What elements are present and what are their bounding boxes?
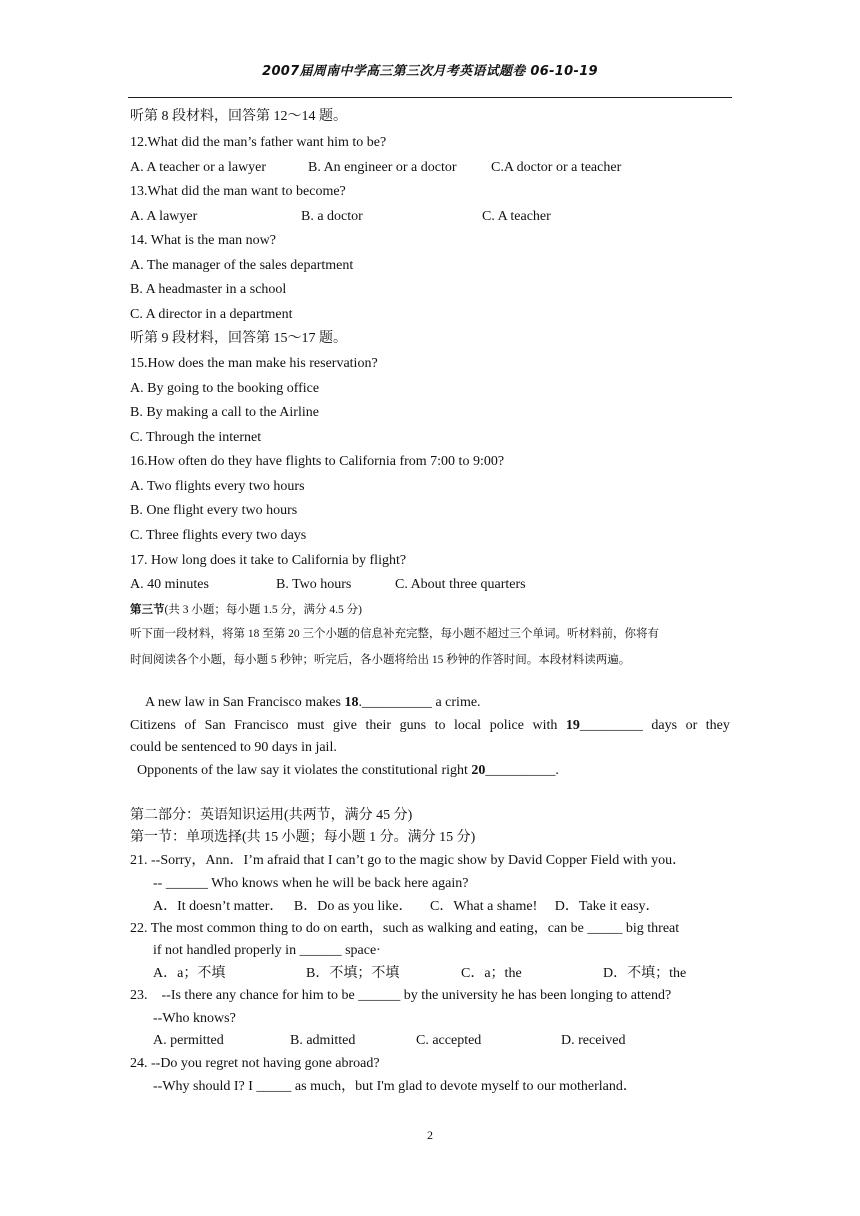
question-21-options: A．It doesn’t matter． B．Do as you like． C．What a shame! D．Take it easy． [153,899,660,914]
question-13-option-b: B. a doctor [301,209,363,224]
question-23-option-c: C. accepted [416,1033,482,1048]
question-16-option-a: A. Two flights every two hours [130,479,305,494]
word: to [434,718,446,733]
section-3-title: 第三节 [130,604,165,616]
page-header-title: 2007届周南中学高三第三次月考英语试题卷 06-10-19 [262,64,598,79]
question-12-option-a: A. A teacher or a lawyer [130,160,267,175]
passage-line-1 [145,694,481,712]
question-15-option-a: A. By going to the booking office [130,381,320,396]
question-23: 23. --Is there any chance for him to be ______ by the university he has been longing to attend? [130,988,672,1003]
passage-text: A new law in San Francisco makes [145,695,345,710]
question-21-reply: -- ______ Who knows when he will be back here again? [153,876,469,891]
word: Citizens [130,718,176,733]
section-3-instruction-line-2: 时间阅读各个小题，每小题 5 秒钟；听完后，各小题将给出 15 秒钟的作答时间。本段材料读两遍。 [130,654,631,666]
passage-line-2 [130,717,730,735]
question-16-option-c: C. Three flights every two days [130,528,307,543]
question-21: 21. --Sorry，Ann．I’m afraid that I can’t go to the magic show by David Copper Field with you． [130,853,687,868]
part-2-section-1-heading: 第一节：单项选择(共 15 小题；每小题 1 分。满分 15 分) [130,830,476,845]
question-14-option-c: C. A director in a department [130,307,293,322]
section-3-scoring: (共 3 小题；每小题 1.5 分，满分 4.5 分) [164,604,362,616]
question-22-option-c: C．a；the [461,966,522,981]
question-13-option-a: A. A lawyer [130,209,198,224]
word: their [365,718,392,733]
word: guns [399,718,427,733]
word: police [489,718,524,733]
word: local [453,718,482,733]
question-22-option-d: D．不填；the [603,966,687,981]
question-17-option-c: C. About three quarters [395,577,526,592]
passage-line-4 [137,762,559,780]
question-22: 22. The most common thing to do on earth，such as walking and eating，can be _____ big threat [130,921,680,936]
question-24-reply: --Why should I? I _____ as much，but I'm glad to devote myself to our motherland． [153,1079,637,1094]
question-22-continued: if not handled properly in ______ space· [153,943,381,958]
question-17: 17. How long does it take to California by flight? [130,553,407,568]
section-instruction: 听第 8 段材料，回答第 12～14 题。 [130,109,347,124]
question-17-option-b: B. Two hours [276,577,352,592]
question-16: 16.How often do they have flights to California from 7:00 to 9:00? [130,454,505,469]
page-number: 2 [427,1128,433,1142]
question-12-option-c: C.A doctor or a teacher [491,160,622,175]
question-22-option-b: B．不填；不填 [306,966,400,981]
question-12: 12.What did the man’s father want him to be? [130,135,387,150]
passage-text: .__________ a crime. [358,695,481,710]
word: of [184,718,197,733]
question-14-option-b: B. A headmaster in a school [130,282,287,297]
question-23-option-a: A. permitted [153,1033,224,1048]
word: give [332,718,357,733]
question-15-option-b: B. By making a call to the Airline [130,405,319,420]
question-14: 14. What is the man now? [130,233,276,248]
word: San [204,718,226,733]
question-15-option-c: C. Through the internet [130,430,262,445]
question-12-option-b: B. An engineer or a doctor [308,160,457,175]
part-2-heading: 第二部分：英语知识运用(共两节，满分 45 分) [130,808,413,823]
section-3-heading [130,601,362,619]
blank-number-20: 20 [471,763,486,778]
word: days [651,718,678,733]
word: must [297,718,325,733]
section-3-instruction-line-1: 听下面一段材料，将第 18 至第 20 三个小题的信息补充完整，每小题不超过三个单词。听材料前，你将有 [130,628,659,640]
question-15: 15.How does the man make his reservation? [130,356,378,371]
word: with [532,718,558,733]
word: or [685,718,698,733]
header-rule [128,97,732,98]
word: they [705,718,730,733]
question-23-reply: --Who knows? [153,1011,236,1026]
blank-19 [566,717,643,735]
section-instruction: 听第 9 段材料，回答第 15～17 题。 [130,331,347,346]
question-16-option-b: B. One flight every two hours [130,503,298,518]
word: Francisco [234,718,289,733]
blank-number-18: 18 [344,695,359,710]
question-14-option-a: A. The manager of the sales department [130,258,354,273]
passage-line-3: could be sentenced to 90 days in jail. [130,740,337,755]
question-13-option-c: C. A teacher [482,209,551,224]
question-17-option-a: A. 40 minutes [130,577,209,592]
question-23-option-b: B. admitted [290,1033,356,1048]
question-24: 24. --Do you regret not having gone abroad? [130,1056,380,1071]
question-13: 13.What did the man want to become? [130,184,346,199]
question-22-option-a: A．a；不填 [153,966,226,981]
question-23-option-d: D. received [561,1033,626,1048]
passage-text: Opponents of the law say it violates the constitutional right [137,763,472,778]
blank-line: _________ [579,718,643,733]
blank-number-19: 19 [565,718,580,733]
passage-text: __________. [485,763,559,778]
